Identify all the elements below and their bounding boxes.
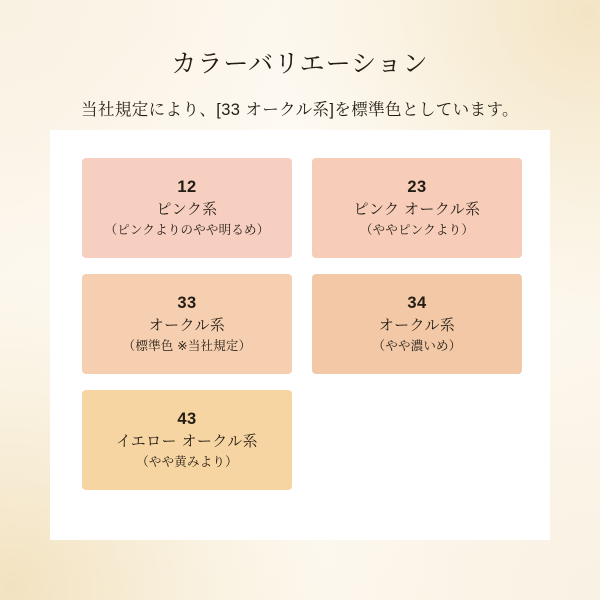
swatch-code: 34 bbox=[407, 294, 427, 313]
swatch-note: （ピンクよりのやや明るめ） bbox=[104, 223, 270, 238]
swatch-note: （標準色 ※当社規定） bbox=[122, 339, 252, 354]
page-subtitle: 当社規定により、[33 オークル系]を標準色としています。 bbox=[81, 101, 519, 119]
swatch-item[interactable] bbox=[82, 390, 292, 490]
swatch-name: オークル系 bbox=[378, 316, 456, 334]
swatch-name: オークル系 bbox=[148, 316, 226, 334]
swatch-note: （やや黄みより） bbox=[136, 455, 238, 470]
swatch-item[interactable] bbox=[82, 274, 292, 374]
swatch-item[interactable] bbox=[312, 158, 522, 258]
header bbox=[0, 0, 600, 120]
swatch-code: 33 bbox=[177, 294, 197, 313]
swatch-grid bbox=[82, 158, 522, 490]
swatch-code: 43 bbox=[177, 410, 197, 429]
swatch-code: 12 bbox=[177, 178, 197, 197]
swatch-code: 23 bbox=[407, 178, 427, 197]
swatch-panel bbox=[50, 130, 550, 540]
swatch-item[interactable] bbox=[82, 158, 292, 258]
swatch-name: イエロー オークル系 bbox=[115, 432, 259, 450]
swatch-name: ピンク オークル系 bbox=[353, 200, 481, 218]
swatch-item[interactable] bbox=[312, 274, 522, 374]
swatch-name: ピンク系 bbox=[156, 200, 218, 218]
swatch-note: （ややピンクより） bbox=[359, 223, 475, 238]
swatch-note: （やや濃いめ） bbox=[372, 339, 462, 354]
page-title: カラーバリエーション bbox=[171, 50, 429, 78]
